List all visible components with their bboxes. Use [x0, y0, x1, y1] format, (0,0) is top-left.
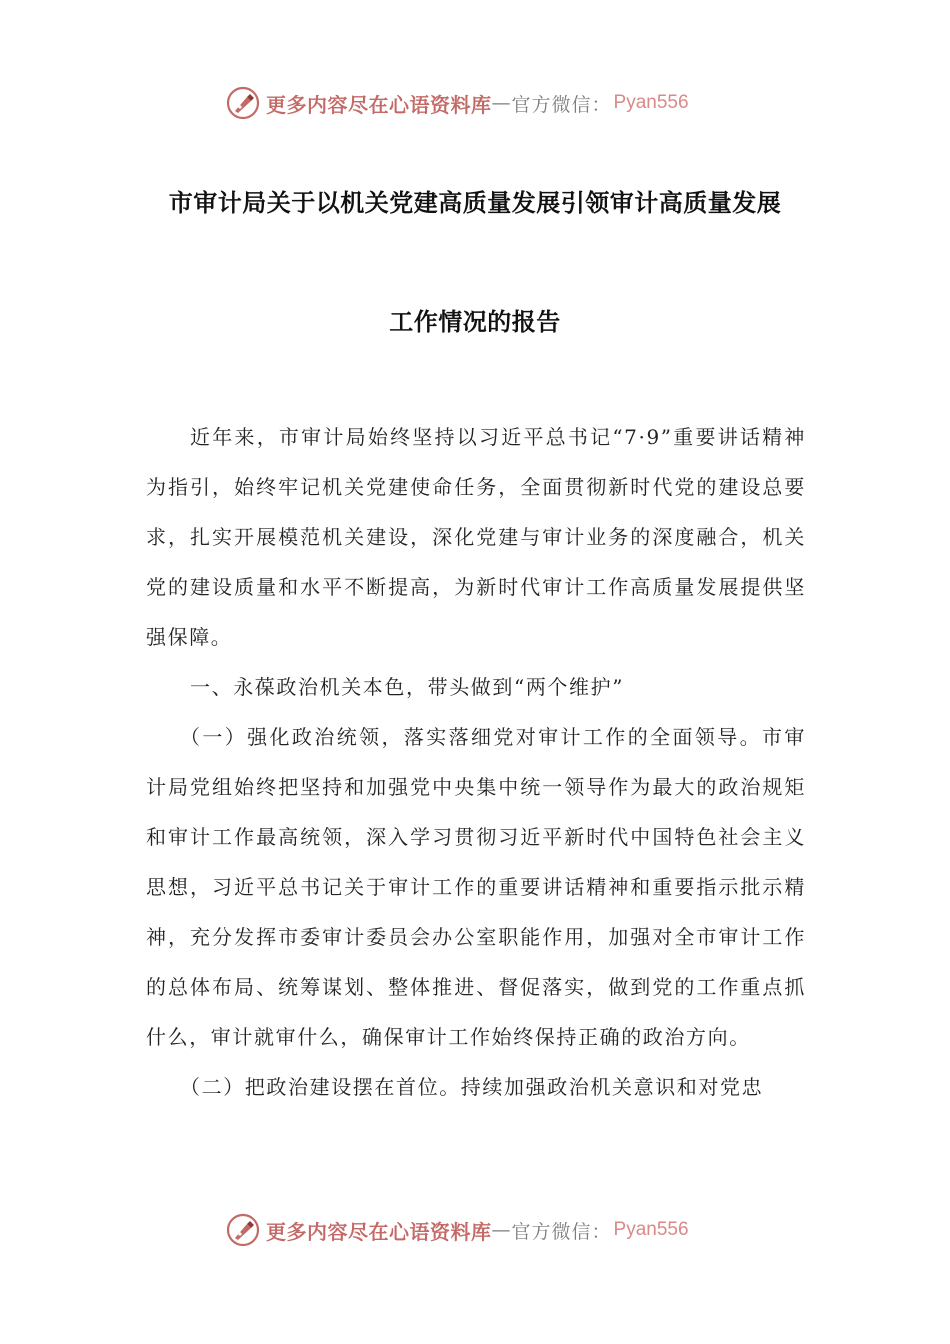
watermark-wechat-id: Pyan556	[613, 1219, 689, 1240]
watermark-wechat-id: Pyan556	[613, 92, 689, 113]
watermark-banner-bottom	[226, 1210, 689, 1250]
watermark-official-label: 官方微信：	[511, 1220, 612, 1243]
paragraph-subsection-2: （二）把政治建设摆在首位。持续加强政治机关意识和对党忠	[180, 1075, 764, 1099]
watermark-banner-top	[226, 83, 689, 123]
paragraph-intro: 近年来，市审计局始终坚持以习近平总书记“7·9”重要讲话精神为指引，始终牢记机关党建使命任务，全面贯彻新时代党的建设总要求，扎实开展模范机关建设，深化党建与审计业务的深度融合，机关党的建设质量和水平不断提高，为新时代审计工作高质量发展提供坚强保障。	[146, 425, 806, 649]
document-title-line1: 市审计局关于以机关党建高质量发展引领审计高质量发展	[168, 189, 782, 217]
watermark-separator: —	[491, 92, 512, 114]
section-heading-1: 一、永葆政治机关本色，带头做到“两个维护”	[190, 675, 625, 699]
watermark-site-text: 更多内容尽在心语资料库	[266, 92, 492, 117]
pen-nib-icon	[226, 1213, 260, 1247]
watermark-separator: —	[491, 1219, 512, 1241]
document-title-line2: 工作情况的报告	[389, 308, 561, 336]
watermark-site-text: 更多内容尽在心语资料库	[266, 1219, 492, 1244]
pen-nib-icon	[226, 86, 260, 120]
paragraph-subsection-1: （一）强化政治统领，落实落细党对审计工作的全面领导。市审计局党组始终把坚持和加强党中央集中统一领导作为最大的政治规矩和审计工作最高统领，深入学习贯彻习近平新时代中国特色社会主义思想，习近平总书记关于审计工作的重要讲话精神和重要指示批示精神，充分发挥市委审计委员会办公室职能作用，加强对全市审计工作的总体布局、统筹谋划、整体推进、督促落实，做到党的工作重点抓什么，审计就审什么，确保审计工作始终保持正确的政治方向。	[146, 725, 806, 1049]
document-body	[146, 412, 806, 1112]
watermark-official-label: 官方微信：	[511, 93, 612, 116]
